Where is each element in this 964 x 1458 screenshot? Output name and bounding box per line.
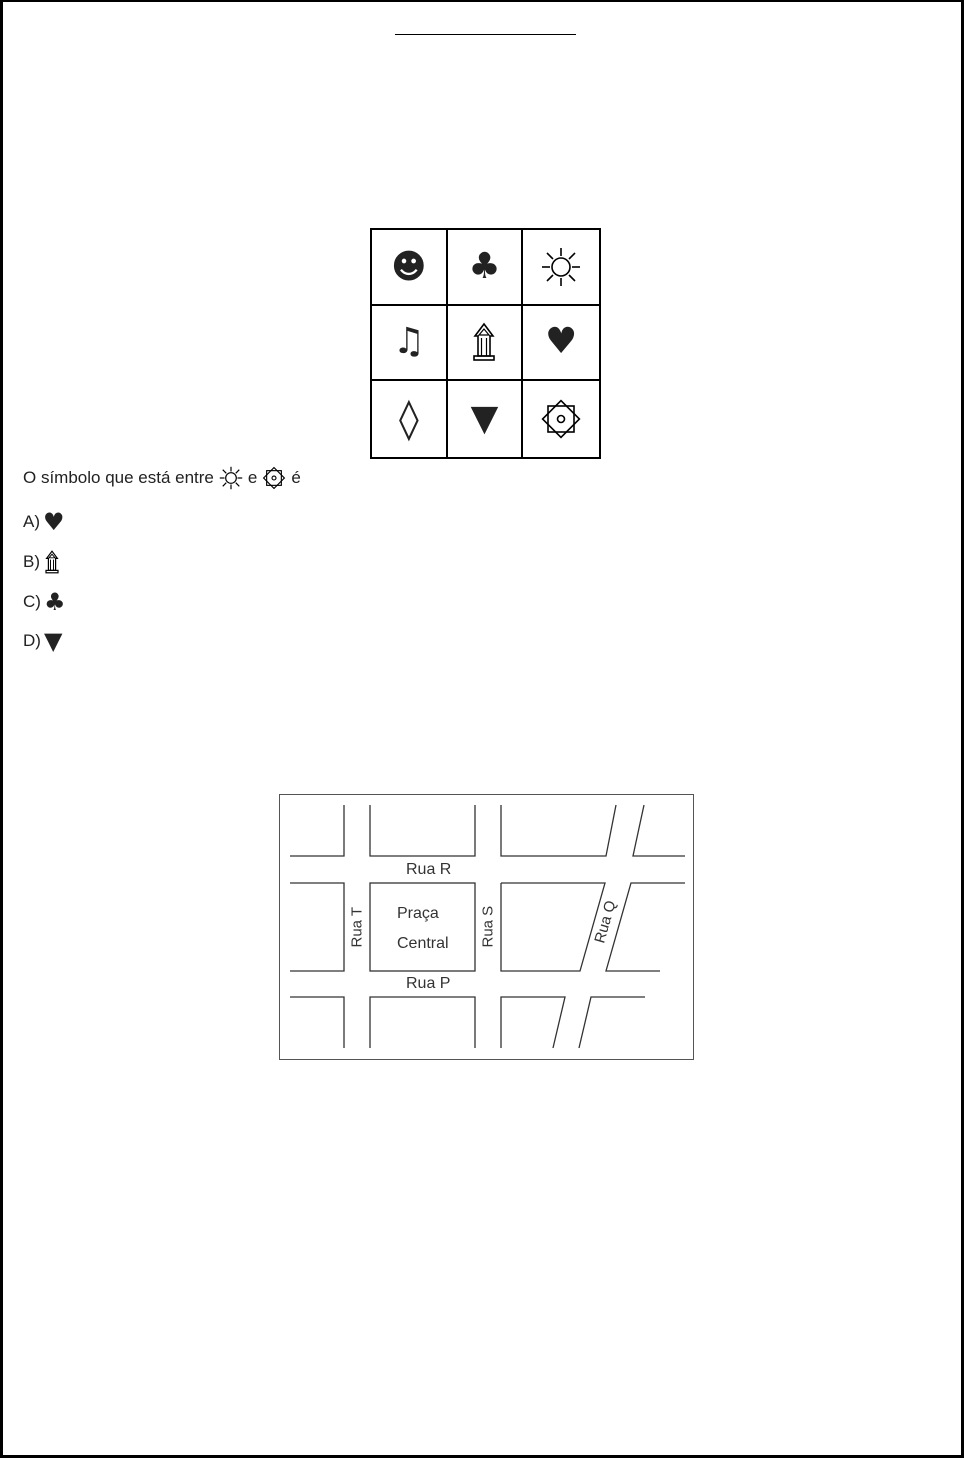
club-icon: ♣ — [468, 245, 501, 287]
label-rua-p: Rua P — [406, 975, 451, 992]
grid-cell-triangle — [448, 381, 524, 457]
street-map — [279, 794, 694, 1060]
grid-cell-sun — [523, 230, 599, 306]
grid-cell-music — [372, 306, 448, 382]
smiley-icon: ☻ — [391, 246, 427, 287]
question-sun-icon — [218, 465, 244, 491]
diamond-outline-icon: ◊ — [398, 396, 419, 443]
question-suffix: é — [291, 468, 301, 487]
down-triangle-icon: ▼ — [43, 627, 63, 655]
option-a[interactable] — [23, 510, 65, 534]
label-rua-r: Rua R — [406, 861, 452, 878]
star-diamond-icon — [538, 396, 584, 442]
block-praca-central — [370, 883, 475, 971]
question-star-diamond-icon — [261, 465, 287, 491]
block-top-left — [290, 805, 344, 856]
heart-icon: ♥ — [545, 321, 578, 363]
label-praca: Praça — [397, 905, 439, 922]
grid-cell-heart — [523, 306, 599, 382]
grid-cell-club — [448, 230, 524, 306]
symbol-grid — [370, 228, 601, 459]
block-mid-right — [501, 883, 605, 971]
tower-icon — [469, 322, 499, 362]
label-rua-t: Rua T — [348, 906, 366, 948]
label-central: Central — [397, 935, 449, 952]
option-c-label: C) — [23, 592, 41, 611]
block-bottom-center — [370, 997, 475, 1048]
heart-icon: ♥ — [43, 508, 65, 536]
tower-icon — [43, 550, 61, 574]
question-middle: e — [247, 468, 258, 487]
sun-icon — [539, 245, 583, 289]
option-a-label: A) — [23, 512, 40, 531]
option-c[interactable] — [23, 590, 65, 614]
option-d-label: D) — [23, 631, 41, 650]
question-prefix: O símbolo que está entre — [23, 468, 214, 487]
option-b-label: B) — [23, 552, 40, 571]
grid-cell-star-diamond — [523, 381, 599, 457]
block-top-right — [501, 805, 616, 856]
block-bottom-left — [290, 997, 344, 1048]
block-mid-far-right — [606, 883, 685, 971]
option-b[interactable] — [23, 550, 61, 574]
block-top-far-right — [633, 805, 685, 856]
option-d[interactable] — [23, 629, 62, 653]
block-bottom-right — [501, 997, 565, 1048]
grid-cell-diamond — [372, 381, 448, 457]
block-bottom-far-right — [579, 997, 645, 1048]
label-rua-q: Rua Q — [591, 898, 620, 946]
grid-cell-smiley — [372, 230, 448, 306]
block-top-center — [370, 805, 475, 856]
label-rua-s: Rua S — [479, 905, 497, 948]
club-icon: ♣ — [43, 588, 66, 616]
music-note-icon: ♫ — [392, 321, 425, 363]
title-underline — [395, 34, 576, 35]
question-text — [23, 465, 301, 491]
block-mid-left — [290, 883, 344, 971]
grid-cell-tower — [448, 306, 524, 382]
down-triangle-icon: ▼ — [470, 398, 499, 440]
